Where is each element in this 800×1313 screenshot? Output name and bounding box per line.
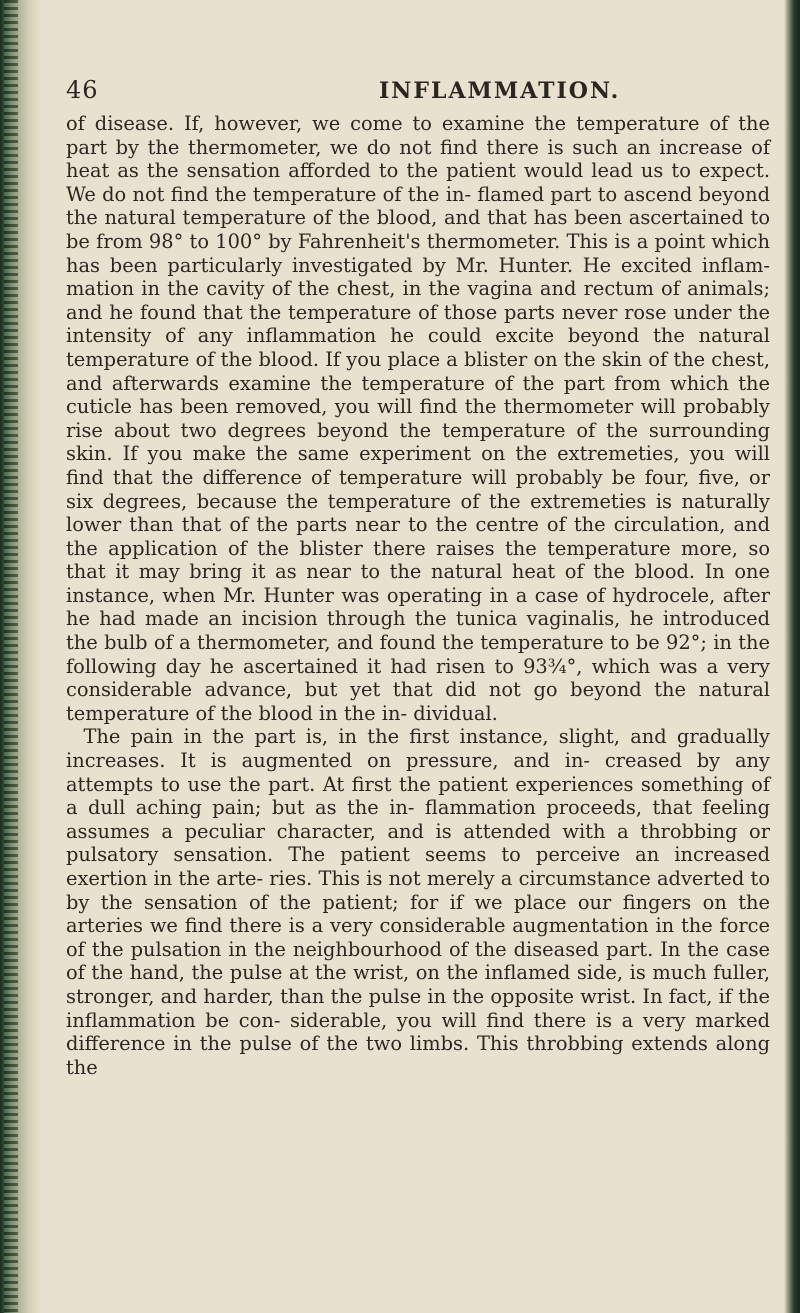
- paragraph: of disease. If, however, we come to examine the temperature of the part by the thermometer, we do not find there is such an increase of heat as the sensation afforded to the patient would lead us to expect. We do not find the temperature of the in- flamed part to ascend beyond the natural temperature of the blood, and that has been ascertained to be from 98° to 100° by Fahrenheit's thermometer. This is a point which has been particularly investigated by Mr. Hunter. He excited inflam- mation in the cavity of the chest, in the vagina and rectum of animals; and he found that the temperature of those parts never rose under the intensity of any inflammation he could excite beyond the natural temperature of the blood. If you place a blister on the skin of the chest, and afterwards examine the temperature of the part from which the cuticle has been removed, you will find the thermometer will probably rise about two degrees beyond the temperature of the surrounding skin. If you make the same experiment on the extremeties, you will find that the difference of temperature will probably be four, five, or six degrees, because the temperature of the extremeties is naturally lower than that of the parts near to the centre of the circulation, and the application of the blister there raises the temperature more, so that it may bring it as near to the natural heat of the blood. In one instance, when Mr. Hunter was operating in a case of hydrocele, after he had made an incision through the tunica vaginalis, he introduced the bulb of a thermometer, and found the temperature to be 92°; in the following day he ascertained it had risen to 93¾°, which was a very considerable advance, but yet that did not go beyond the natural temperature of the blood in the in- dividual.: [66, 112, 770, 725]
- paragraph: The pain in the part is, in the first instance, slight, and gradually increases. It is augmented on pressure, and in- creased by any attempts to use the part. At first the patient experiences something of a dull aching pain; but as the in- flammation proceeds, that feeling assumes a peculiar character, and is attended with a throbbing or pulsatory sensation. The patient seems to perceive an increased exertion in the arte- ries. This is not merely a circumstance adverted to by the sensation of the patient; for if we place our fingers on the arteries we find there is a very considerable augmentation in the force of the pulsation in the neighbourhood of the diseased part. In the case of the hand, the pulse at the wrist, on the inflamed side, is much fuller, stronger, and harder, than the pulse in the opposite wrist. In fact, if the inflammation be con- siderable, you will find there is a very marked difference in the pulse of the two limbs. This throbbing extends along the: [66, 725, 770, 1079]
- book-page: [58, 66, 770, 1079]
- page-binding-left: [0, 0, 40, 1313]
- page-binding-right: [784, 0, 800, 1313]
- page-number: 46: [66, 76, 99, 104]
- running-head: [66, 66, 770, 112]
- running-title: INFLAMMATION.: [379, 78, 621, 104]
- body-text: [66, 112, 770, 1079]
